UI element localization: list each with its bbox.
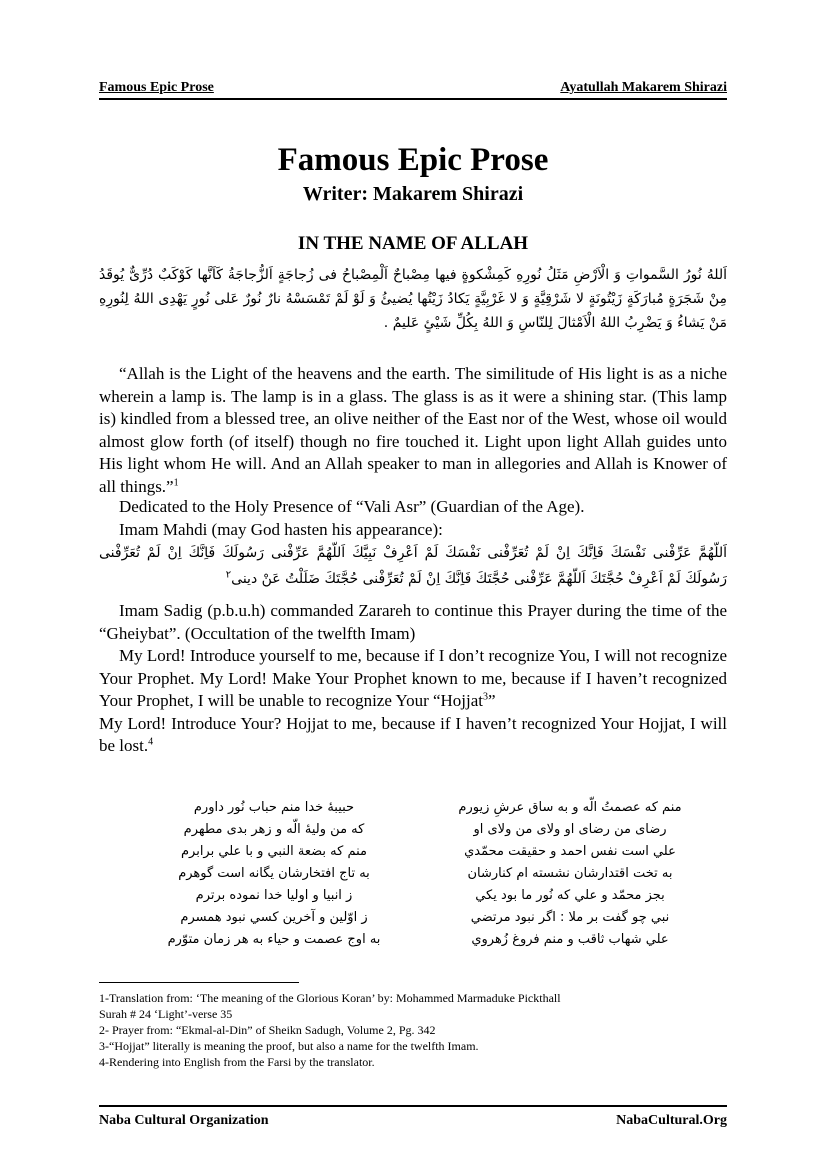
footer-organization: Naba Cultural Organization — [99, 1113, 269, 1128]
quran-verse-arabic: اَللهُ نُورُ السَّمواتِ وَ الْاَرْضِ مَثَلُ نُورِهِ كَمِشْكوةٍ فيها مِصْباحٌ اَلْمِصْباحُ فى زُجاجَةٍ اَلزُّجاجَةُ كَاَنَّها كَوْكَبٌ دُرِّىٌّ يُوقَدُ مِنْ شَجَرَةٍ مُبارَكَةٍ زَيْتُونَةٍ لا شَرْقِيَّةٍ وَ لا غَرْبِيَّةٍ يَكادُ زَيْتُها يُضيئُ وَ لَوْ لَمْ تَمْسَسْهُ نارٌ نُورٌ عَلى نُورٍ يَهْدِى اللهُ لِنُورِهِ مَنْ يَشاءُ وَ يَضْرِبُ اللهُ الْاَمْثالَ لِلنّاسِ وَ اللهُ بِكُلِّ شَيْئٍ عَليمٌ . — [99, 267, 727, 331]
poem-hemistich-left: حبيبۀ خدا منم حباب نُور داورم — [193, 800, 355, 815]
poem-hemistich-left: ز انبيا و اوليا خدا نموده برترم — [195, 888, 353, 903]
footnote-item: 4-Rendering into English from the Farsi by the translator. — [99, 1055, 375, 1069]
poem-couplet — [99, 910, 727, 932]
poem-hemistich-right: به تخت اقتدارشان نشسته ام كنارشان — [467, 866, 673, 881]
prayer-arabic — [99, 540, 727, 592]
footnote-divider — [99, 982, 299, 983]
footnote-item: 1-Translation from: ‘The meaning of the Glorious Koran’ by: Mohammed Marmaduke Pickthall — [99, 991, 561, 1005]
prayer-english-1-text: My Lord! Introduce yourself to me, because if I don’t recognize You, I will not recognize Your Prophet. My Lord! Make Your Prophet known to me, because if I haven’t recognized Your Prophet, I will be unable to recognize Your “Hojjat — [99, 646, 727, 710]
page-title: Famous Epic Prose — [277, 142, 549, 178]
footnotes — [99, 990, 727, 1070]
prayer-arabic-text: اَللّهُمَّ عَرِّفْنى نَفْسَكَ فَاِنَّكَ اِنْ لَمْ تُعَرِّفْنى نَفْسَكَ لَمْ اَعْرِفْ نَبِيَّكَ اَللّهُمَّ عَرِّفْنى رَسُولَكَ فَاِنَّكَ اِنْ لَمْ تُعَرِّفْنى رَسُولَكَ لَمْ اَعْرِفْ حُجَّتَكَ اَللّهُمَّ عَرِّفْنى حُجَّتَكَ فَاِنَّكَ اِنْ لَمْ تُعَرِّفْنى حُجَّتَكَ ضَلَلْتُ عَنْ دينى — [99, 545, 727, 587]
footnote-item: 3-“Hojjat” literally is meaning the proof, but also a name for the twelfth Imam. — [99, 1039, 479, 1053]
poem-hemistich-left: به تاج افتخارشان يگانه است گوهرم — [178, 866, 370, 881]
running-footer — [99, 1105, 727, 1129]
poem-couplet — [99, 822, 727, 844]
footnote-ref-2: ٢ — [225, 569, 232, 581]
poem-hemistich-left: ز اوّلين و آخرين كسي نبود همسرم — [180, 910, 368, 925]
running-header — [99, 80, 727, 100]
footnote-item: 2- Prayer from: “Ekmal-al-Din” of Sheikn Sadugh, Volume 2, Pg. 342 — [99, 1023, 436, 1037]
poem-couplet — [99, 888, 727, 910]
poem-hemistich-right: رضاى من رضاى او ولاى من ولاى او — [473, 822, 667, 837]
translation-text: “Allah is the Light of the heavens and the earth. The similitude of His light is as a niche wherein a lamp is. The lamp is in a glass. The glass is as it were a shining star. (This lamp is) kindled from a blessed tree, an olive neither of the East nor of the West, whose oil would almost glow forth (of itself) though no fire touched it. Light upon light Allah guides unto His light whom He will. And an Allah speaker to man in allegories and Allah is Knower of all things.” — [99, 364, 727, 496]
header-author: Ayatullah Makarem Shirazi — [560, 80, 727, 95]
poem-couplet — [99, 800, 727, 822]
footer-website: NabaCultural.Org — [616, 1113, 727, 1128]
header-book-title: Famous Epic Prose — [99, 80, 214, 95]
prayer-english-paragraph-1 — [99, 645, 727, 713]
poem-hemistich-right: منم كه عصمتُ الّه و به ساق عرشِ زيورم — [458, 800, 682, 815]
translation-paragraph — [99, 363, 727, 498]
imam-mahdi-line: Imam Mahdi (may God hasten his appearance): — [119, 519, 443, 539]
poem-couplet — [99, 932, 727, 954]
prayer-english-1-close-quote: ” — [488, 691, 496, 710]
poem-hemistich-left: به اوج عصمت و حياء به هر زمان متوّرم — [167, 932, 381, 947]
footnote-ref-4: 4 — [148, 736, 154, 748]
poem-couplet — [99, 844, 727, 866]
footnote-ref-3: 3 — [483, 691, 489, 703]
dedication-text: Dedicated to the Holy Presence of “Vali Asr” (Guardian of the Age). — [119, 497, 585, 516]
poem-hemistich-left: كه من وليۀ الّه و زهر بدى مطهرم — [183, 822, 365, 837]
section-heading: IN THE NAME OF ALLAH — [297, 233, 529, 254]
poem-hemistich-right: علي است نفس احمد و حقيقت محمّدي — [464, 844, 676, 859]
imam-sadig-paragraph: Imam Sadig (p.b.u.h) commanded Zarareh to continue this Prayer during the time of the “Gheiybat”. (Occultation of the twelfth Imam) — [99, 601, 727, 643]
poem-hemistich-right: علي شهاب ثاقب و منم فروغ زُهروي — [471, 932, 669, 947]
prayer-english — [99, 600, 727, 758]
dedication-block — [99, 496, 727, 541]
page-subtitle: Writer: Makarem Shirazi — [302, 183, 524, 205]
poem-hemistich-left: منم كه بضعة النبي و با علي برابرم — [180, 844, 367, 859]
footnote-item: Surah # 24 ‘Light’-verse 35 — [99, 1007, 233, 1021]
prayer-english-2-text: My Lord! Introduce Your? Hojjat to me, because if I haven’t recognized Your Hojjat, I will be lost. — [99, 713, 727, 755]
prayer-english-paragraph-2 — [99, 713, 727, 758]
persian-poem — [99, 800, 727, 954]
verse-translation — [99, 363, 727, 498]
poem-couplet — [99, 866, 727, 888]
poem-hemistich-right: بجز محمّد و علي كه نُور ما بود يكي — [475, 888, 665, 903]
footnote-ref-1: 1 — [173, 476, 179, 488]
poem-hemistich-right: نبي چو گفت بر ملا : اگر نبود مرتضي — [470, 910, 670, 925]
